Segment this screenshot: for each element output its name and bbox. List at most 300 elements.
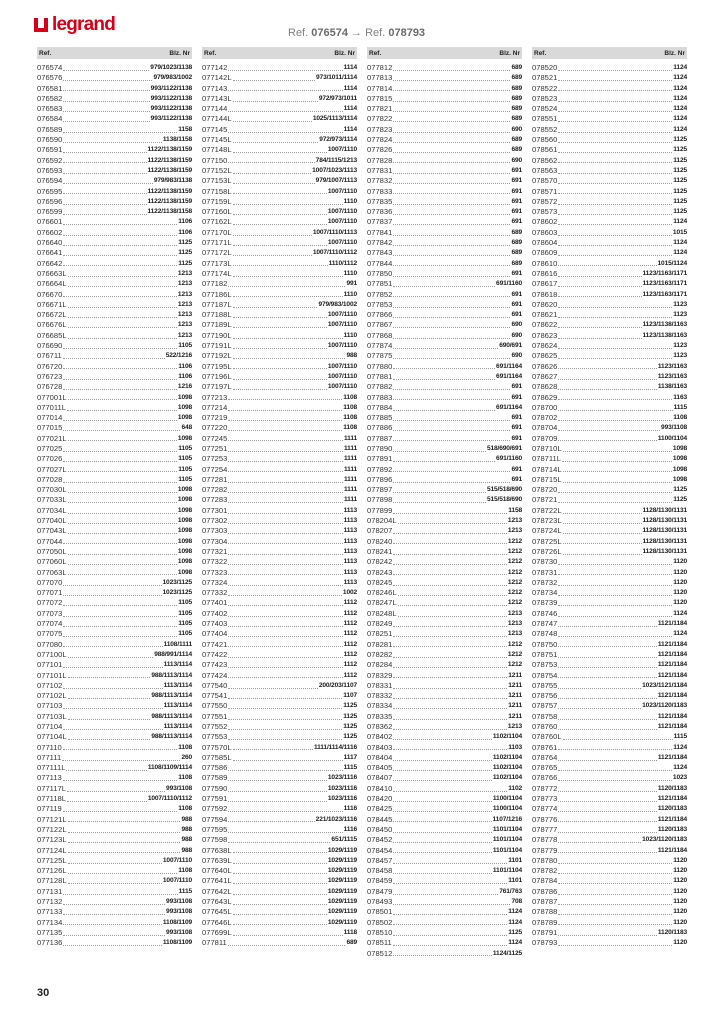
page-ref: 1124	[508, 939, 522, 947]
page-ref: 260	[181, 753, 192, 761]
page-ref: 689	[511, 249, 522, 257]
table-row	[37, 876, 192, 886]
dot-leader	[393, 749, 507, 750]
page-ref: 1098	[177, 414, 192, 422]
table-row	[367, 691, 522, 701]
table-row	[367, 331, 522, 341]
page-ref: 690	[511, 125, 522, 133]
dot-leader	[228, 90, 342, 91]
table-row	[367, 887, 522, 897]
table-row	[367, 660, 522, 670]
dot-leader	[63, 111, 149, 112]
ref-code: 078788	[532, 907, 558, 917]
table-row	[367, 804, 522, 814]
dot-leader	[233, 121, 312, 122]
page-ref: 979/1007/1113	[315, 177, 357, 185]
dot-leader	[228, 677, 342, 678]
page-ref: 690	[511, 321, 522, 329]
ref-code: 077027L	[37, 464, 67, 474]
page-ref: 200/203/1107	[318, 681, 357, 689]
dot-leader	[558, 358, 672, 359]
dot-leader	[558, 677, 657, 678]
dot-leader	[63, 667, 162, 668]
ref-code: 078334	[367, 701, 393, 711]
page-ref: 689	[511, 259, 522, 267]
ref-code: 078284	[367, 660, 393, 670]
column-header-page: Blz. Nr	[169, 49, 190, 57]
table-row	[532, 372, 687, 382]
ref-code: 077111L	[37, 763, 66, 773]
page-ref: 691	[511, 434, 522, 442]
ref-to: 078793	[388, 27, 426, 39]
table-row	[37, 794, 192, 804]
page-ref: 1123/1163	[657, 362, 687, 370]
page-ref: 1125	[673, 166, 687, 174]
dot-leader	[393, 461, 495, 462]
dot-leader	[67, 410, 177, 411]
ref-code: 077402	[202, 608, 228, 618]
dot-leader	[393, 502, 486, 503]
column-header	[202, 47, 357, 59]
dot-leader	[393, 636, 507, 637]
dot-leader	[63, 451, 177, 452]
table-row	[37, 423, 192, 433]
ref-code: 078715L	[532, 474, 562, 484]
page-ref: 1113	[343, 547, 357, 555]
table-row	[367, 526, 522, 536]
ref-code: 077842	[367, 238, 393, 248]
page-ref: 689	[511, 105, 522, 113]
dot-leader	[563, 482, 672, 483]
ref-code: 077102	[37, 680, 63, 690]
dot-leader	[228, 626, 342, 627]
ref-code: 078750	[532, 639, 558, 649]
page-ref: 1105	[178, 630, 192, 638]
table-row	[367, 846, 522, 856]
table-row	[532, 444, 687, 454]
table-row	[532, 537, 687, 547]
page-ref: 1121/1184	[657, 671, 687, 679]
ref-code: 076596	[37, 196, 63, 206]
ref-code: 077885	[367, 413, 393, 423]
page-ref: 1113/1114	[163, 702, 192, 710]
ref-code: 077159L	[202, 196, 232, 206]
page-ref: 1128/1130/1131	[642, 527, 687, 535]
page-ref: 1101/1104	[492, 867, 522, 875]
dot-leader	[228, 688, 317, 689]
dot-leader	[393, 132, 510, 133]
ref-code: 078711L	[532, 454, 561, 464]
dot-leader	[558, 863, 672, 864]
ref-code: 078779	[532, 845, 558, 855]
ref-code: 077844	[367, 258, 393, 268]
table-row	[202, 897, 357, 907]
dot-leader	[393, 657, 507, 658]
page-ref: 1123/1163	[657, 372, 687, 380]
page-ref: 1212	[507, 589, 522, 597]
table-row	[532, 835, 687, 845]
ref-code: 076640	[37, 238, 63, 248]
table-row	[367, 619, 522, 629]
dot-leader	[558, 945, 672, 946]
dot-leader	[558, 142, 672, 143]
page-ref: 1007/1110/1112	[312, 249, 357, 257]
page-ref: 993/1108	[166, 784, 192, 792]
page-ref: 1029/1119	[327, 877, 357, 885]
ref-code: 077324	[202, 577, 228, 587]
table-row	[367, 897, 522, 907]
dot-leader	[63, 894, 177, 895]
ref-code: 077063L	[37, 567, 67, 577]
table-row	[367, 732, 522, 742]
ref-code: 077875	[367, 351, 393, 361]
dot-leader	[228, 502, 343, 503]
ref-code: 077103L	[37, 711, 67, 721]
column-header	[37, 47, 192, 59]
page-ref: 1105	[178, 465, 192, 473]
page-ref: 993/1108	[166, 898, 192, 906]
page-ref: 689	[511, 136, 522, 144]
page-ref: 1125	[673, 187, 687, 195]
table-row	[202, 526, 357, 536]
table-row	[532, 331, 687, 341]
page-ref: 993/1122/1138	[150, 94, 192, 102]
page-ref: 972/973/1011	[318, 94, 357, 102]
dot-leader	[228, 801, 327, 802]
ref-code: 077044	[37, 536, 63, 546]
dot-leader	[66, 770, 146, 771]
page-ref: 1115	[673, 733, 687, 741]
page-ref: 1029/1119	[327, 908, 357, 916]
dot-leader	[562, 461, 672, 462]
ref-code: 078454	[367, 845, 393, 855]
table-row	[367, 712, 522, 722]
table-row	[202, 578, 357, 588]
ref-code: 077135	[37, 927, 63, 937]
table-row	[367, 763, 522, 773]
dot-leader	[68, 821, 181, 822]
page-ref: 691	[511, 465, 522, 473]
table-row	[532, 876, 687, 886]
page-ref: 988/1113/1114	[151, 671, 192, 679]
table-row	[202, 938, 357, 948]
ref-code: 076594	[37, 176, 63, 186]
ref-code: 077851	[367, 279, 393, 289]
table-row	[367, 485, 522, 495]
ref-code: 077142	[202, 63, 228, 72]
dot-leader	[68, 554, 177, 555]
table-row	[367, 701, 522, 711]
page-ref: 1105	[178, 342, 192, 350]
dot-leader	[558, 204, 672, 205]
ref-code: 078493	[367, 897, 393, 907]
dot-leader	[68, 492, 177, 493]
page-ref: 1124	[673, 764, 687, 772]
dot-leader	[68, 440, 177, 441]
dot-leader	[63, 173, 146, 174]
ref-code: 077639L	[202, 855, 232, 865]
ref-code: 077142L	[202, 73, 232, 83]
page-ref: 1106	[178, 362, 192, 370]
ref-code: 077015	[37, 423, 63, 433]
ref-prefix-to: Ref.	[365, 27, 386, 39]
ref-code: 078704	[532, 423, 558, 433]
ref-code: 077214	[202, 402, 228, 412]
page-ref: 1124	[673, 249, 687, 257]
ref-code: 077220	[202, 423, 228, 433]
page-ref: 1023/1120/1183	[642, 836, 687, 844]
page-ref: 1108	[343, 393, 357, 401]
page-ref: 1105	[178, 609, 192, 617]
ref-code: 077182	[202, 279, 228, 289]
table-row	[202, 197, 357, 207]
ref-code: 076664L	[37, 279, 67, 289]
dot-leader	[393, 770, 492, 771]
dot-leader	[63, 296, 177, 297]
page-ref: 1124	[673, 630, 687, 638]
ref-code: 077100L	[37, 649, 67, 659]
table-row	[202, 475, 357, 485]
dot-leader	[228, 585, 342, 586]
ref-code: 078458	[367, 866, 393, 876]
table-row	[37, 104, 192, 114]
dot-leader	[393, 348, 498, 349]
table-row	[367, 145, 522, 155]
page-ref: 1115	[673, 403, 687, 411]
ref-code: 076590	[37, 135, 63, 145]
dot-leader	[228, 451, 343, 452]
page-ref: 1029/1119	[327, 898, 357, 906]
dot-leader	[233, 749, 313, 750]
dot-leader	[63, 461, 177, 462]
page-ref: 1108	[343, 424, 357, 432]
table-row	[202, 588, 357, 598]
dot-leader	[62, 760, 180, 761]
dot-leader	[68, 832, 181, 833]
page-ref: 1007/1110	[327, 187, 357, 195]
dot-leader	[393, 698, 507, 699]
page-ref: 1120	[673, 918, 687, 926]
ref-code: 077251	[202, 443, 228, 453]
dot-leader	[233, 914, 327, 915]
table-row	[202, 763, 357, 773]
ref-code: 077282	[202, 485, 228, 495]
page-ref: 1121/1184	[657, 795, 687, 803]
table-row	[367, 84, 522, 94]
page-ref: 1108/1109/1114	[147, 764, 192, 772]
page-ref: 1213	[507, 527, 522, 535]
column-header-ref: Ref.	[204, 49, 217, 57]
page-ref: 1112	[343, 630, 357, 638]
page-ref: 1120	[673, 867, 687, 875]
ref-code: 076711	[37, 351, 62, 361]
ref-code: 078760	[532, 722, 558, 731]
table-row	[367, 568, 522, 578]
table-row	[532, 156, 687, 166]
table-row	[37, 207, 192, 217]
table-row	[202, 856, 357, 866]
page-ref: 1125	[673, 208, 687, 216]
dot-leader	[558, 688, 641, 689]
dot-leader	[228, 574, 342, 575]
table-row	[202, 485, 357, 495]
dot-leader	[233, 255, 312, 256]
table-row	[367, 290, 522, 300]
table-row	[367, 825, 522, 835]
ref-code: 077126L	[37, 866, 67, 876]
ref-code: 078746	[532, 608, 558, 618]
dot-leader	[68, 523, 177, 524]
ref-code: 078573	[532, 207, 558, 217]
dot-leader	[228, 595, 342, 596]
dot-leader	[558, 368, 657, 369]
page-ref: 1124	[673, 218, 687, 226]
ref-code: 077594	[202, 814, 228, 824]
ref-code: 077132	[37, 897, 63, 907]
dot-leader	[68, 276, 177, 277]
table-row	[367, 454, 522, 464]
ref-code: 077813	[367, 73, 393, 83]
dot-leader	[233, 152, 327, 153]
page-ref: 689	[511, 228, 522, 236]
table-row	[367, 94, 522, 104]
ref-code: 076723	[37, 371, 63, 381]
table-row	[202, 84, 357, 94]
table-row	[202, 248, 357, 258]
ref-code: 076663L	[37, 268, 67, 278]
table-row	[37, 290, 192, 300]
ref-code: 078702	[532, 413, 558, 423]
ref-code: 076690	[37, 341, 63, 351]
page-ref: 1124	[673, 239, 687, 247]
table-row	[202, 743, 357, 753]
table-row	[37, 691, 192, 701]
ref-code: 077072	[37, 598, 63, 608]
ref-code: 078520	[532, 63, 558, 72]
table-row	[367, 434, 522, 444]
table-row	[37, 598, 192, 608]
dot-leader	[63, 688, 162, 689]
ref-code: 077422	[202, 649, 228, 659]
page-ref: 1121/1184	[657, 620, 687, 628]
dot-leader	[393, 894, 498, 895]
table-row	[367, 495, 522, 505]
table-row	[532, 341, 687, 351]
table-row	[202, 73, 357, 83]
table-row	[202, 300, 357, 310]
ref-code: 077196L	[202, 371, 232, 381]
dot-leader	[228, 162, 314, 163]
table-row	[37, 753, 192, 763]
dot-leader	[228, 708, 342, 709]
dot-leader	[558, 296, 641, 297]
dot-leader	[233, 193, 327, 194]
table-row	[532, 351, 687, 361]
page-ref: 691/1160	[496, 280, 522, 288]
page-ref: 1098	[177, 547, 192, 555]
ref-code: 078725L	[532, 536, 562, 546]
ref-code: 076582	[37, 93, 63, 103]
ref-code: 078403	[367, 742, 393, 752]
ref-code: 077822	[367, 114, 393, 124]
dot-leader	[228, 420, 342, 421]
dot-leader	[563, 513, 642, 514]
table-row	[37, 506, 192, 516]
ref-code: 078523	[532, 93, 558, 103]
dot-leader	[393, 255, 510, 256]
ref-code: 078761	[532, 742, 558, 752]
dot-leader	[393, 492, 486, 493]
page-ref: 651/1115	[331, 836, 357, 844]
ref-code: 076581	[37, 83, 63, 93]
ref-code: 078629	[532, 392, 558, 402]
dot-leader	[563, 533, 642, 534]
dot-leader	[233, 214, 327, 215]
page-ref: 1122/1138/1159	[147, 187, 192, 195]
page-ref: 1007/1110	[327, 342, 357, 350]
page-ref: 1098	[177, 403, 192, 411]
ref-code: 078756	[532, 691, 558, 701]
dot-leader	[558, 327, 641, 328]
dot-leader	[393, 945, 508, 946]
page-ref: 1110	[343, 197, 357, 205]
table-row	[532, 393, 687, 403]
page-ref: 1123	[673, 342, 687, 350]
page-ref: 1211	[508, 712, 522, 720]
page-ref: 1123	[673, 311, 687, 319]
ref-code: 077322	[202, 557, 228, 567]
ref-code: 077645L	[202, 907, 232, 917]
dot-leader	[63, 358, 165, 359]
dot-leader	[228, 70, 342, 71]
ref-code: 077592	[202, 804, 228, 814]
dot-leader	[68, 574, 177, 575]
table-row	[532, 701, 687, 711]
dot-leader	[393, 420, 510, 421]
dot-leader	[393, 204, 510, 205]
page-ref: 1113	[343, 506, 357, 514]
table-row	[37, 259, 192, 269]
table-row	[532, 290, 687, 300]
ref-code: 077145	[202, 124, 228, 134]
table-row	[37, 444, 192, 454]
dot-leader	[228, 111, 342, 112]
table-row	[202, 598, 357, 608]
dot-leader	[558, 646, 657, 647]
page-ref: 1113/1114	[163, 661, 192, 669]
page-ref: 1029/1119	[327, 856, 357, 864]
ref-code: 077332	[202, 588, 228, 598]
table-row	[202, 372, 357, 382]
page-ref: 1108/1109	[162, 918, 192, 926]
table-row	[37, 681, 192, 691]
page-ref: 1101/1104	[492, 836, 522, 844]
page-ref: 1213	[177, 331, 192, 339]
ref-code: 078452	[367, 835, 393, 845]
dot-leader	[393, 440, 510, 441]
dot-leader	[393, 667, 507, 668]
page-ref: 1111	[344, 444, 357, 452]
table-row	[202, 269, 357, 279]
table-row	[202, 320, 357, 330]
ref-code: 078748	[532, 629, 558, 639]
page-ref: 690	[511, 352, 522, 360]
dot-leader	[63, 904, 165, 905]
page-ref: 1100/1104	[492, 805, 522, 813]
ref-code: 076595	[37, 186, 63, 196]
ref-code: 078402	[367, 732, 393, 742]
dot-leader	[558, 286, 641, 287]
